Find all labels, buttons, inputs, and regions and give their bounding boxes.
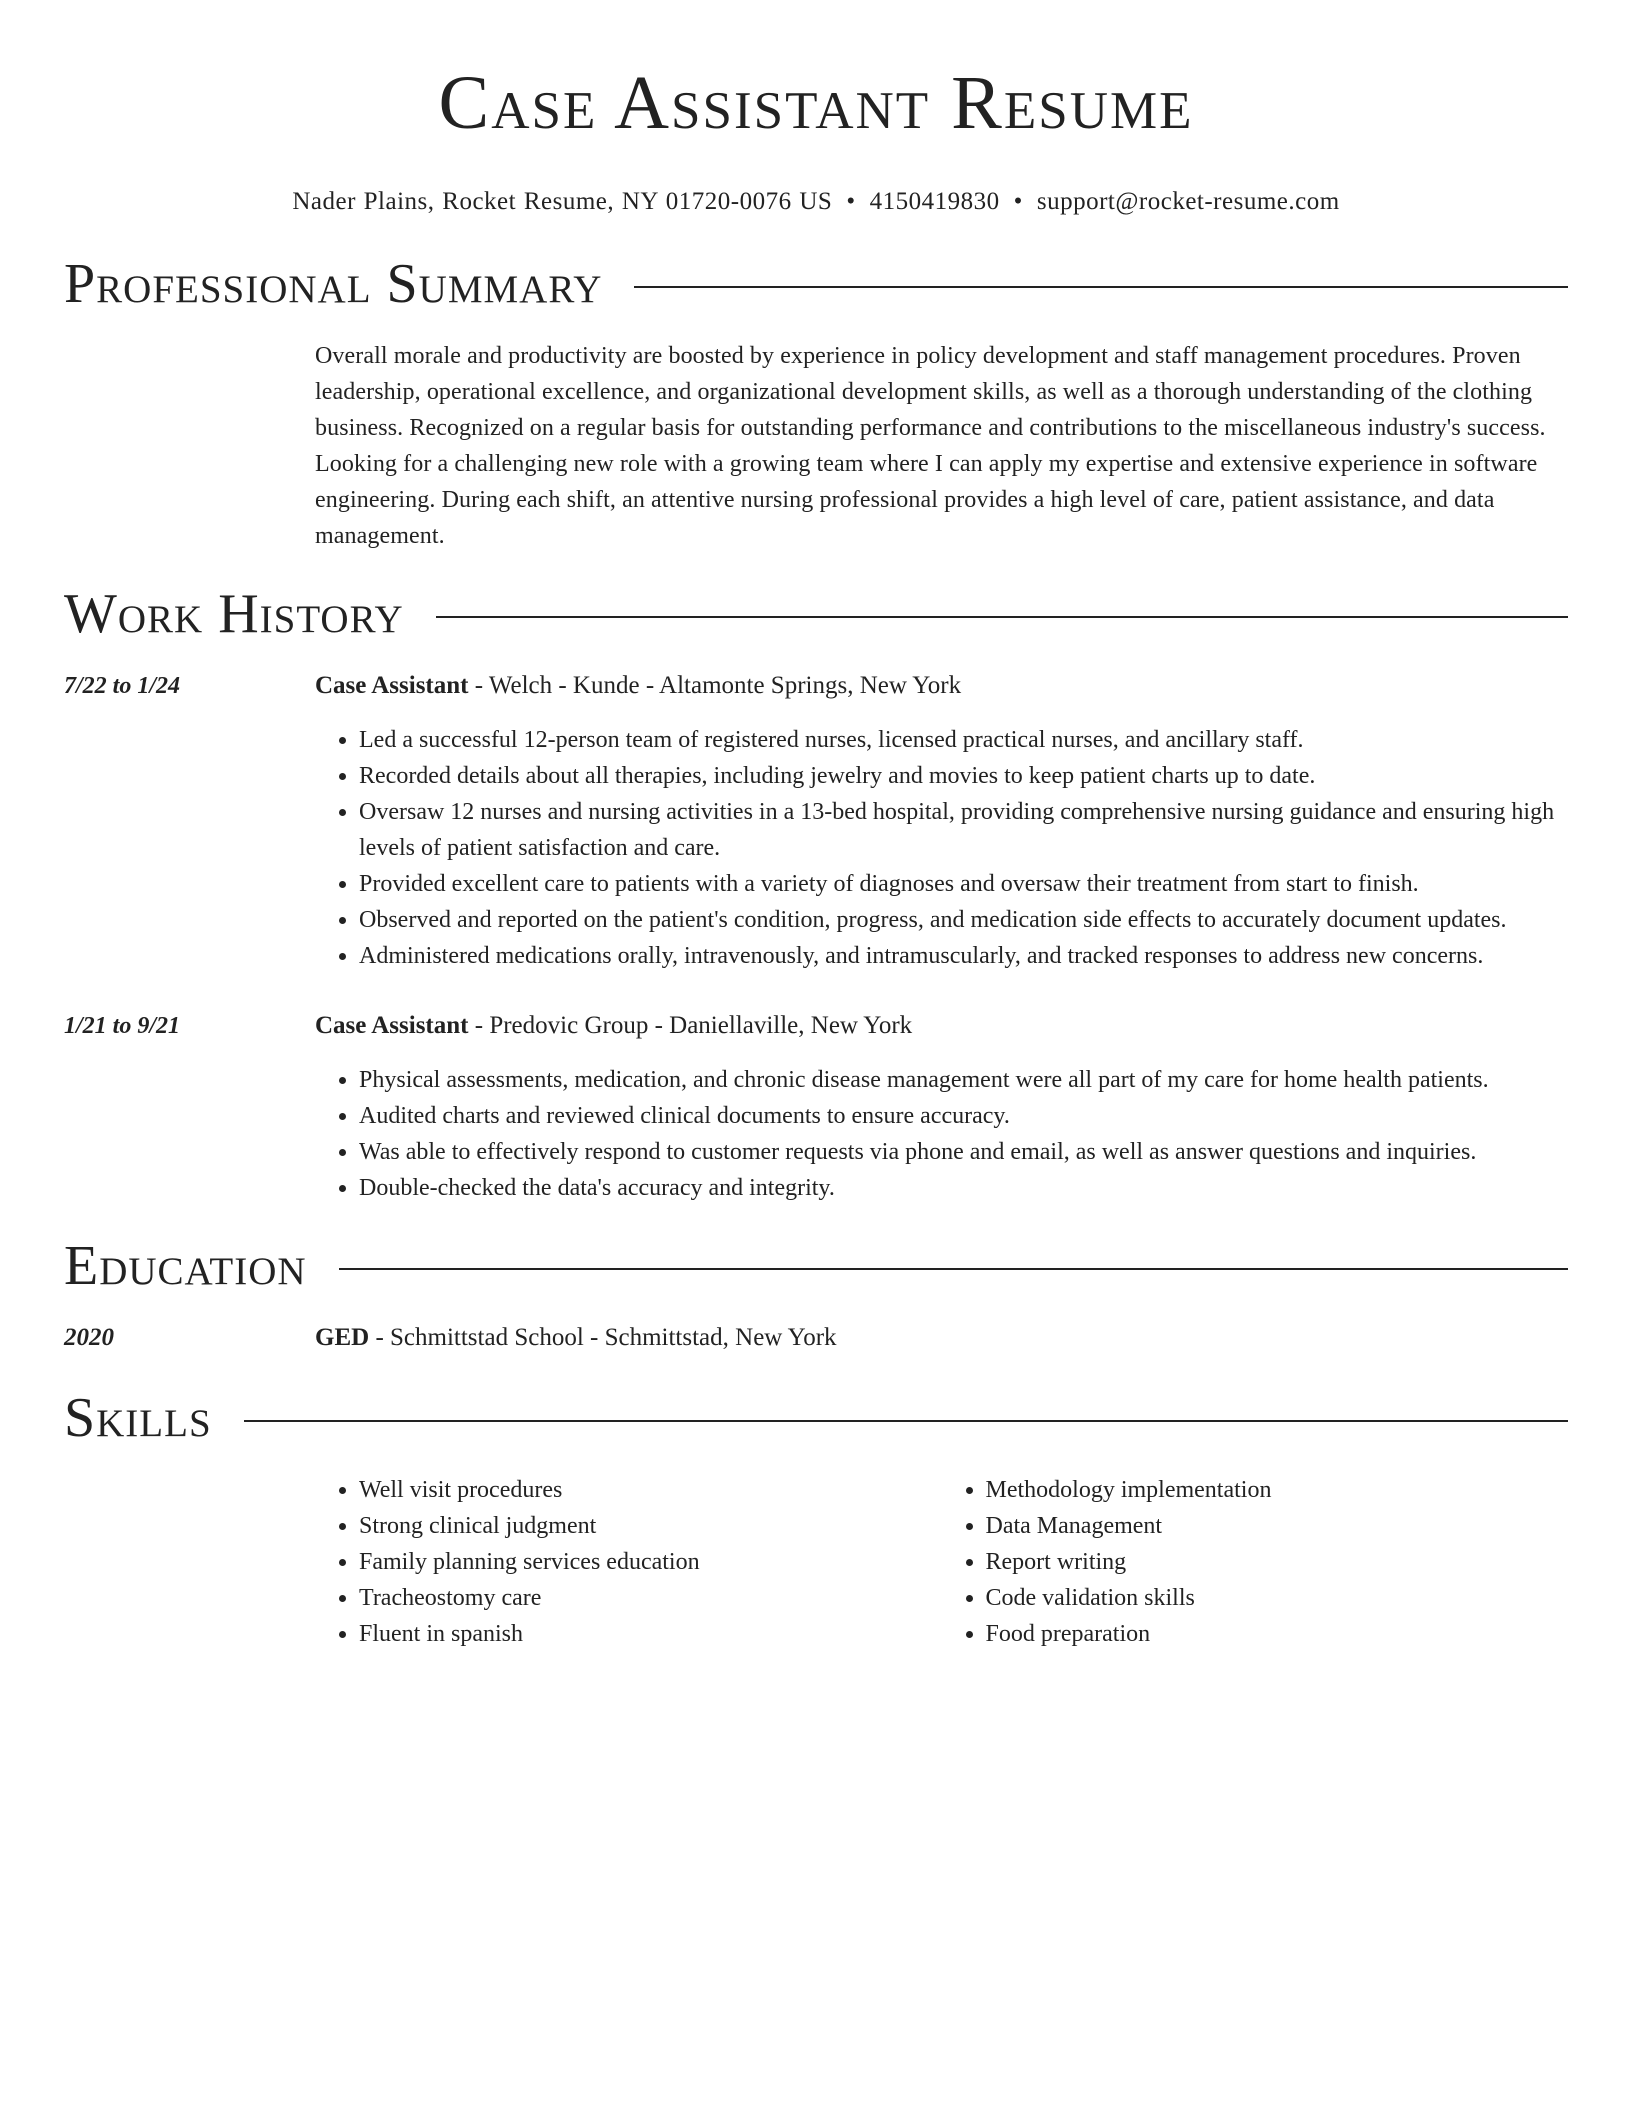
work-section-title: Work History xyxy=(64,583,404,645)
education-details: - Schmittstad School - Schmittstad, New York xyxy=(369,1324,837,1351)
skill-item: • Methodology implementation xyxy=(986,1472,1569,1508)
skills-section-header xyxy=(64,1386,1568,1450)
job-bullets-row xyxy=(64,704,1568,974)
work-section-header xyxy=(64,582,1568,646)
job-bullets-spacer xyxy=(64,1044,315,1206)
job-header-row xyxy=(64,1008,1568,1044)
job-bullet: • Recorded details about all therapies, including jewelry and movies to keep patient charts up to date. xyxy=(359,758,1568,794)
job-bullet: • Observed and reported on the patient's condition, progress, and medication side effects to accurately document updates. xyxy=(359,902,1568,938)
summary-spacer xyxy=(64,338,315,554)
skills-spacer xyxy=(64,1472,315,1652)
skill-item: • Well visit procedures xyxy=(359,1472,942,1508)
summary-row xyxy=(64,338,1568,554)
skills-columns xyxy=(315,1472,1568,1652)
job-title xyxy=(315,668,1568,704)
contact-separator: • xyxy=(846,188,856,215)
resume-header xyxy=(64,0,1568,218)
job-position: Case Assistant xyxy=(315,672,469,699)
contact-separator: • xyxy=(1013,188,1023,215)
skill-item: • Data Management xyxy=(986,1508,1569,1544)
job-details: - Welch - Kunde - Altamonte Springs, New York xyxy=(468,672,962,699)
skills-list-right xyxy=(942,1472,1569,1652)
job-bullet: • Led a successful 12-person team of registered nurses, licensed practical nurses, and ancillary staff. xyxy=(359,722,1568,758)
job-entry xyxy=(64,1008,1568,1206)
education-section-header xyxy=(64,1234,1568,1298)
skills-list-left xyxy=(315,1472,942,1652)
education-section-title: Education xyxy=(64,1235,307,1297)
education-title xyxy=(315,1320,1568,1356)
education-year: 2020 xyxy=(64,1324,114,1351)
skill-item: • Code validation skills xyxy=(986,1580,1569,1616)
skill-item: • Food preparation xyxy=(986,1616,1569,1652)
education-degree: GED xyxy=(315,1324,370,1351)
job-bullets-row xyxy=(64,1044,1568,1206)
job-header-row xyxy=(64,668,1568,704)
job-bullet-list xyxy=(315,1062,1568,1206)
section-divider xyxy=(436,616,1568,618)
skills-section-title: Skills xyxy=(64,1387,212,1449)
job-bullets-container xyxy=(315,1044,1568,1206)
job-title xyxy=(315,1008,1568,1044)
job-details: - Predovic Group - Daniellaville, New York xyxy=(468,1012,913,1039)
contact-line xyxy=(64,186,1568,218)
job-position: Case Assistant xyxy=(315,1012,469,1039)
job-bullet: • Provided excellent care to patients with a variety of diagnoses and oversaw their treatment from start to finish. xyxy=(359,866,1568,902)
resume-title: Case Assistant Resume xyxy=(438,61,1194,145)
section-divider xyxy=(634,286,1568,288)
job-bullet: • Was able to effectively respond to customer requests via phone and email, as well as answer questions and inquiries. xyxy=(359,1134,1568,1170)
job-bullets-spacer xyxy=(64,704,315,974)
skill-item: • Family planning services education xyxy=(359,1544,942,1580)
contact-address: Nader Plains, Rocket Resume, NY 01720-0076 US xyxy=(292,188,833,215)
summary-text: Overall morale and productivity are boosted by experience in policy development and staff management procedures. Proven leadership, operational excellence, and organizational development skills, as well as a thorough understanding of the clothing business. Recognized on a regular basis for outstanding performance and contributions to the miscellaneous industry's success. Looking for a challenging new role with a growing team where I can apply my expertise and extensive experience in software engineering. During each shift, an attentive nursing professional provides a high level of care, patient assistance, and data management. xyxy=(315,343,1546,549)
summary-section-title: Professional Summary xyxy=(64,253,603,315)
section-divider xyxy=(339,1268,1568,1270)
skill-item: • Fluent in spanish xyxy=(359,1616,942,1652)
job-bullets-container xyxy=(315,704,1568,974)
job-bullet-list xyxy=(315,722,1568,974)
job-dates: 7/22 to 1/24 xyxy=(64,673,181,699)
job-bullet: • Physical assessments, medication, and chronic disease management were all part of my care for home health patients. xyxy=(359,1062,1568,1098)
skill-item: • Tracheostomy care xyxy=(359,1580,942,1616)
job-bullet: • Oversaw 12 nurses and nursing activities in a 13-bed hospital, providing comprehensive nursing guidance and ensuring high levels of patient satisfaction and care. xyxy=(359,794,1568,866)
skill-item: • Report writing xyxy=(986,1544,1569,1580)
job-entry xyxy=(64,668,1568,974)
job-dates: 1/21 to 9/21 xyxy=(64,1013,181,1039)
contact-phone: 4150419830 xyxy=(869,188,1000,215)
contact-email: support@rocket-resume.com xyxy=(1036,188,1340,215)
job-bullet: • Administered medications orally, intravenously, and intramuscularly, and tracked responses to address new concerns. xyxy=(359,938,1568,974)
section-divider xyxy=(244,1420,1568,1422)
education-entry xyxy=(64,1320,1568,1356)
job-bullet: • Double-checked the data's accuracy and integrity. xyxy=(359,1170,1568,1206)
skills-row xyxy=(64,1472,1568,1652)
job-bullet: • Audited charts and reviewed clinical documents to ensure accuracy. xyxy=(359,1098,1568,1134)
skill-item: • Strong clinical judgment xyxy=(359,1508,942,1544)
summary-section-header xyxy=(64,252,1568,316)
